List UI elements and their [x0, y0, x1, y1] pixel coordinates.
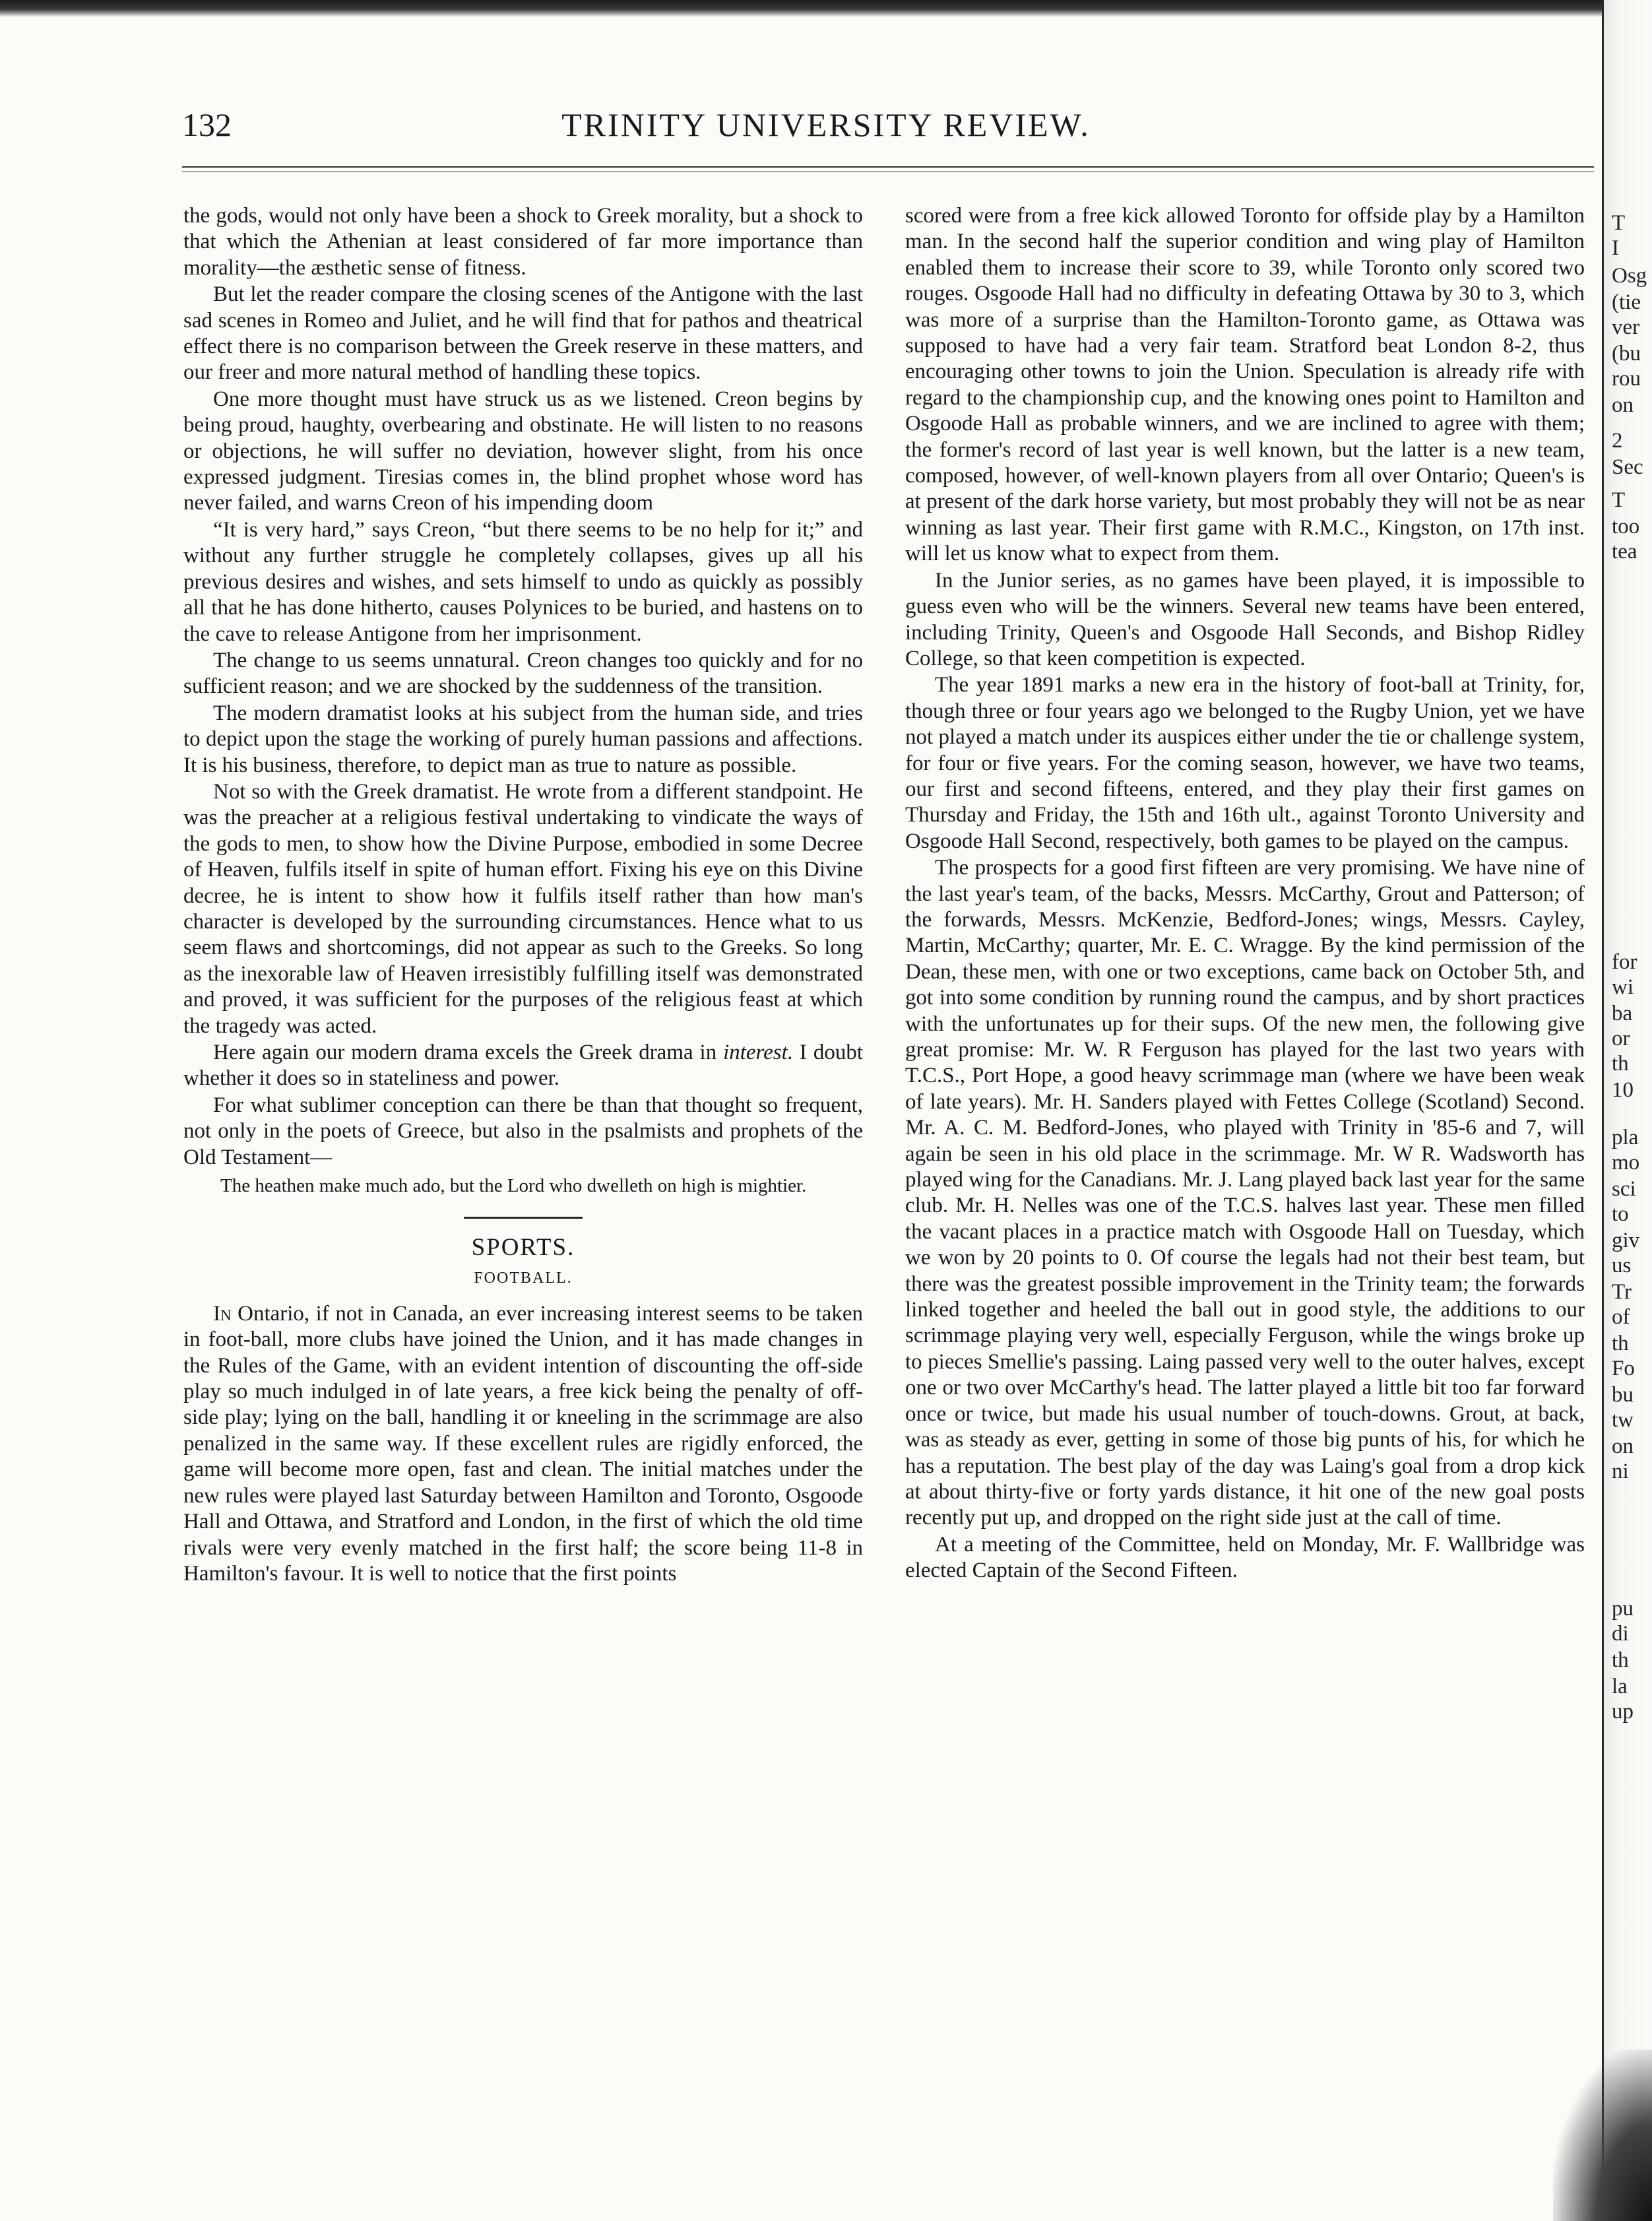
- sports-paragraph: [183, 1301, 863, 1587]
- facing-page-edge: [1602, 0, 1652, 2221]
- facing-page-fragment: sci: [1612, 1177, 1636, 1201]
- facing-page-fragment: on: [1612, 393, 1634, 417]
- facing-page-fragment: I: [1612, 236, 1619, 260]
- right-column: [905, 203, 1585, 1585]
- journal-title: TRINITY UNIVERSITY REVIEW.: [561, 106, 1091, 143]
- facing-page-fragment: too: [1612, 515, 1640, 538]
- left-column: [183, 203, 863, 1588]
- paragraph: At a meeting of the Committee, held on Monday, Mr. F. Wallbridge was elected Captain of the Second Fifteen.: [905, 1532, 1585, 1583]
- facing-page-fragment: la: [1612, 1675, 1628, 1698]
- emphasis-interest: interest.: [723, 1041, 794, 1064]
- facing-page-fragment: up: [1612, 1700, 1634, 1723]
- page-number: 132: [182, 106, 232, 143]
- paragraph: For what sublimer conception can there be than that thought so frequent, not only in the poets of Greece, but also in the psalmists and prophets of the Old Testament—: [183, 1093, 863, 1169]
- paragraph: the gods, would not only have been a shock to Greek morality, but a shock to that which the Athenian at least considered of far more importance than morality—the æsthetic sense of fitness.: [183, 204, 863, 280]
- facing-page-fragment: of: [1612, 1305, 1630, 1329]
- facing-page-fragment: rou: [1612, 367, 1641, 391]
- facing-page-fragment: tea: [1612, 540, 1637, 563]
- paragraph: The change to us seems unnatural. Creon changes too quickly and for no sufficient reason; and we are shocked by the suddenness of the transition.: [183, 648, 863, 699]
- paragraph: “It is very hard,” says Creon, “but there seems to be no help for it;” and without any further struggle he completely collapses, gives up all his previous desires and wishes, and sets himself to undo as quickly as possibly all that he has done hitherto, causes Polynices to be buried, and hastens on to the cave to release Antigone from her imprisonment.: [183, 517, 863, 646]
- facing-page-fragment: th: [1612, 1648, 1629, 1672]
- sports-heading: SPORTS.: [471, 1234, 575, 1262]
- facing-page-fragment: Osg: [1612, 264, 1647, 288]
- facing-page-fragment: giv: [1612, 1229, 1640, 1252]
- paragraph: In the Junior series, as no games have been played, it is impossible to guess even who will be the winners. Several new teams have been entered, including Trinity, Queen's and Osgoode Hall Seconds, and Bishop Ridley College, so that keen competition is expected.: [905, 568, 1585, 670]
- paragraph-interest: [183, 1040, 863, 1092]
- facing-page-fragment: th: [1612, 1332, 1629, 1355]
- paragraph: The year 1891 marks a new era in the history of foot-ball at Trinity, for, though three or four years ago we belonged to the Rugby Union, yet we have not played a match under its auspices either under the tie or challenge system, for four or five years. For the coming season, however, we have two teams, our first and second fifteens, entered, and they play their first games on Thursday and Friday, the 15th and 16th ult., against Toronto University and Osgoode Hall Second, respectively, both games to be played on the campus.: [905, 673, 1585, 853]
- facing-page-fragment: ver: [1612, 315, 1640, 339]
- facing-page-fragment: bu: [1612, 1383, 1634, 1407]
- football-subheading: FOOTBALL.: [474, 1270, 573, 1287]
- facing-page-fragment: Fo: [1612, 1357, 1635, 1380]
- facing-page-fragment: Tr: [1612, 1280, 1632, 1304]
- facing-page-fragment: wi: [1612, 975, 1634, 999]
- facing-page-fragment: th: [1612, 1052, 1629, 1076]
- facing-page-fragment: 10: [1612, 1078, 1634, 1102]
- paragraph: But let the reader compare the closing scenes of the Antigone with the last sad scenes in Romeo and Juliet, and he will find that for pathos and theatrical effect there is no comparison between the Greek reserve in these matters, and our freer and more natural method of handling these topics.: [183, 282, 863, 385]
- text-run: Here again our modern drama excels the Greek drama in: [213, 1041, 724, 1064]
- scan-shadow: [1553, 2049, 1652, 2221]
- drop-cap: In: [213, 1301, 232, 1326]
- paragraph: The prospects for a good first fifteen are very promising. We have nine of the last year's team, of the backs, Messrs. McCarthy, Grout and Patterson; of the forwards, Messrs. McKenzie, Bedford-Jones; wings, Messrs. Cayley, Martin, McCarthy; quarter, Mr. E. C. Wragge. By the kind permission of the Dean, these men, with one or two exceptions, came back on October 5th, and got into some condition by running round the campus, and by short practices with the unfortunates up for their sups. Of the new men, the following give great promise: Mr. W. R Ferguson has played for the last two years with T.C.S., Port Hope, a good heavy scrimmage man (where we have been weak of late years). Mr. H. Sanders played with Fettes College (Scotland) Second. Mr. A. C. M. Bedford-Jones, who played with Trinity in '85-6 and 7, will again be seen in his old place in the scrimmage. Mr. W R. Wadsworth has played wing for the Canadians. Mr. J. Lang played back last year for the same club. Mr. H. Nelles was one of the T.C.S. halves last year. These men filled the vacant places in a practice match with Osgoode Hall on Tuesday, which we won by 20 points to 0. Of course the legals had not their best team, but there was the greatest possible improvement in the Trinity team; the forwards linked together and heeled the ball out in good style, the additions to our scrimmage playing very well, especially Ferguson, while the wings broke up to pieces Smellie's passing. Laing passed very well to the outer halves, except one or two over McCarthy's head. The latter played a little bit too far forward once or twice, but made his usual number of touch-downs. Grout, at back, was as steady as ever, getting in some of those big punts of his, for which he has a reputation. The best play of the day was Laing's goal from a drop kick at about thirty-five or forty yards distance, it hit one of the new goal posts recently put up, and dropped on the right side just at the call of time.: [905, 856, 1585, 1530]
- facing-page-fragment: pla: [1612, 1126, 1639, 1149]
- facing-page-fragment: T: [1612, 211, 1626, 235]
- facing-page-fragment: on: [1612, 1434, 1634, 1458]
- facing-page-fragment: (bu: [1612, 342, 1641, 366]
- facing-page-fragment: T: [1612, 488, 1626, 512]
- facing-page-fragment: for: [1612, 950, 1637, 974]
- section-separator: [464, 1217, 583, 1219]
- paragraph: scored were from a free kick allowed Toronto for offside play by a Hamilton man. In the second half the superior condition and wing play of Hamilton enabled them to increase their score to 39, while Toronto only scored two rouges. Osgoode Hall had no difficulty in defeating Ottawa by 30 to 3, which was more of a surprise than the Hamilton-Toronto game, as Ottawa was supposed to have had a very fair team. Stratford beat London 8-2, thus encouraging other towns to join the Union. Speculation is already rife with regard to the championship cup, and the knowing ones point to Hamilton and Osgoode Hall as probable winners, and we are inclined to agree with them; the former's record of last year is well known, but the latter is a new team, composed, however, of well-known players from all over Ontario; Queen's is at present of the dark horse variety, but most probably they will not be as near winning as last year. Their first game with R.M.C., Kingston, on 17th inst. will let us know what to expect from them.: [905, 204, 1585, 566]
- text-run: Ontario, if not in Canada, an ever increasing interest seems to be taken in foot-ball, more clubs have joined the Union, and it has made changes in the Rules of the Game, with an evident intention of discounting the off-side play so much indulged in of late years, a free kick being the penalty of off-side play; lying on the ball, handling it or kneeling in the scrimmage are also penalized in the same way. If these excellent rules are rigidly enforced, the game will become more open, fast and clean. The initial matches under the new rules were played last Saturday between Hamilton and Toronto, Osgoode Hall and Ottawa, and Stratford and London, in the first of which the old time rivals were very evenly matched in the first half; the score being 11-8 in Hamilton's favour. It is well to notice that the first points: [183, 1301, 863, 1586]
- paragraph: Not so with the Greek dramatist. He wrote from a different standpoint. He was the preacher at a religious festival undertaking to vindicate the ways of the gods to men, to show how the Divine Purpose, embodied in some Decree of Heaven, fulfils itself in spite of human effort. Fixing his eye on this Divine decree, he is intent to show how it fulfils itself rather than how man's character is developed by the surrounding circumstances. Hence what to us seem flaws and shortcomings, did not appear as such to the Greeks. So long as the inexorable law of Heaven irresistibly fulfilling itself was demonstrated and proved, it was sufficient for the purposes of the religious feast at which the tragedy was acted.: [183, 779, 863, 1038]
- facing-page-fragment: (tie: [1612, 290, 1641, 314]
- header-rule: [182, 166, 1594, 168]
- facing-page-fragment: tw: [1612, 1408, 1634, 1432]
- facing-page-fragment: Sec: [1612, 455, 1643, 479]
- facing-page-fragment: ba: [1612, 1002, 1633, 1025]
- paragraph: One more thought must have struck us as we listened. Creon begins by being proud, haughty, overbearing and obstinate. He will listen to no reasons or objections, he will suffer no deviation, however slight, from his once expressed judgment. Tiresias comes in, the blind prophet whose word has never failed, and warns Creon of his impending doom: [183, 387, 863, 515]
- text-run: I doubt whether it does so in stateliness and power.: [183, 1041, 863, 1091]
- facing-page-fragment: us: [1612, 1254, 1632, 1277]
- paragraph: The modern dramatist looks at his subject from the human side, and tries to depict upon the stage the working of purely human passions and affections. It is his business, therefore, to depict man as true to nature as possible.: [183, 701, 863, 777]
- facing-page-fragment: pu: [1612, 1597, 1634, 1621]
- facing-page-fragment: di: [1612, 1622, 1629, 1646]
- facing-page-fragment: 2: [1612, 429, 1623, 453]
- scripture-quote: The heathen make much ado, but the Lord who dwelleth on high is mightier.: [220, 1175, 807, 1197]
- facing-page-fragment: mo: [1612, 1151, 1640, 1175]
- scan-top-edge: [0, 0, 1652, 17]
- facing-page-fragment: or: [1612, 1027, 1630, 1050]
- facing-page-fragment: to: [1612, 1202, 1629, 1226]
- facing-page-fragment: ni: [1612, 1460, 1629, 1483]
